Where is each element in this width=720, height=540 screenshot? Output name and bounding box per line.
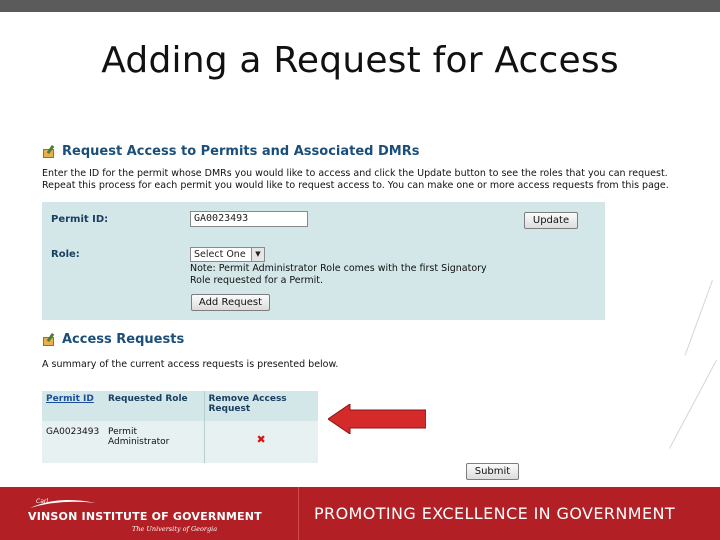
logo-name-text: VINSON INSTITUTE OF GOVERNMENT — [28, 510, 262, 523]
slide-title: Adding a Request for Access — [101, 40, 619, 81]
red-arrow-icon — [328, 404, 426, 434]
access-requests-table — [42, 391, 318, 463]
footer-tagline: PROMOTING EXCELLENCE IN GOVERNMENT — [314, 504, 676, 523]
chevron-down-icon[interactable]: ▼ — [251, 248, 264, 261]
section-heading-text: Access Requests — [62, 332, 185, 347]
edit-document-icon — [42, 145, 56, 159]
cell-remove — [204, 421, 318, 463]
submit-button[interactable]: Submit — [466, 463, 519, 480]
update-button[interactable]: Update — [524, 212, 578, 229]
logo-sub-text: The University of Georgia — [132, 525, 218, 533]
decorative-line — [669, 360, 717, 449]
section-heading-request-access — [42, 144, 419, 159]
column-header-permit-id[interactable]: Permit ID — [42, 391, 104, 421]
permit-id-label: Permit ID: — [51, 214, 109, 225]
role-select-value: Select One — [194, 249, 246, 260]
role-note: Note: Permit Administrator Role comes with the first Signatory Role requested for a Permit. — [190, 263, 487, 286]
summary-text: A summary of the current access requests is presented below. — [42, 359, 339, 370]
decorative-line — [685, 280, 713, 356]
role-select[interactable] — [190, 247, 265, 262]
edit-document-icon — [42, 333, 56, 347]
footer-banner — [0, 487, 720, 540]
request-form-panel — [42, 202, 605, 320]
column-header-requested-role: Requested Role — [104, 391, 204, 421]
column-header-remove: Remove Access Request — [204, 391, 318, 421]
table-header-row — [42, 391, 318, 421]
remove-icon[interactable]: ✖ — [256, 433, 266, 446]
permit-id-input[interactable]: GA0023493 — [190, 211, 308, 227]
cell-requested-role: Permit Administrator — [104, 421, 204, 463]
vinson-institute-logo — [26, 495, 262, 535]
footer-divider — [298, 487, 299, 540]
instructions-text: Enter the ID for the permit whose DMRs you would like to access and click the Update button to see the roles that you can request. Repeat this process for each permit you would like to request access to. You can make one or more access requests from this page. — [42, 168, 669, 191]
top-bar — [0, 0, 720, 12]
section-heading-access-requests — [42, 332, 184, 347]
role-label: Role: — [51, 249, 80, 260]
table-row — [42, 421, 318, 463]
cell-permit-id: GA0023493 — [42, 421, 104, 463]
section-heading-text: Request Access to Permits and Associated DMRs — [62, 144, 420, 159]
logo-carl-text: Carl — [36, 498, 48, 505]
add-request-button[interactable]: Add Request — [191, 294, 270, 311]
